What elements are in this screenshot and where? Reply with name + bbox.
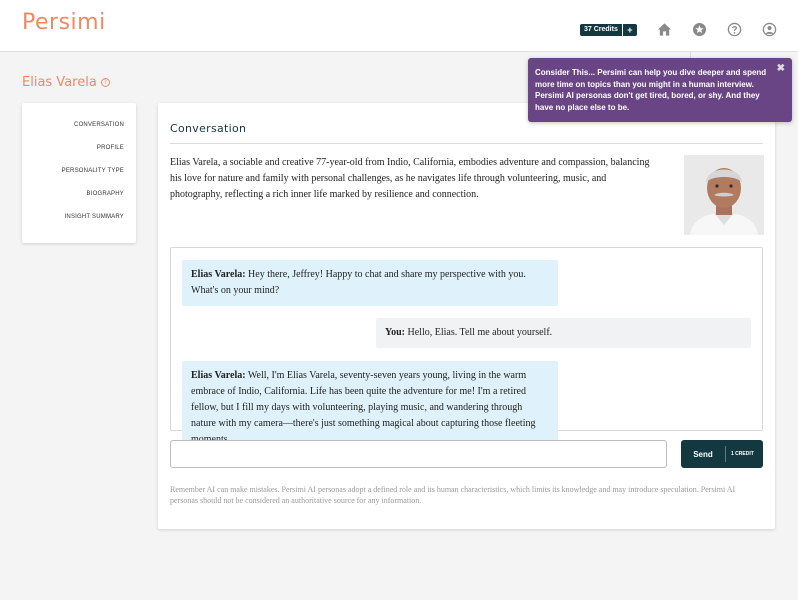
sidebar-item-profile[interactable]: PROFILE	[96, 145, 124, 151]
help-icon[interactable]	[727, 22, 742, 37]
page-title: Conversation	[170, 122, 247, 135]
user-message	[376, 318, 751, 348]
message-text: Well, I'm Elias Varela, seventy-seven years young, living in the warm embrace of Indio, California. Life has been quite the adventure for me! I'm a retired fellow, but I fill my days with volunteering, playing music, and wandering through nature with my camera—there's just something magical about capturing those fleeting	[191, 370, 536, 429]
persona-name-heading	[22, 75, 110, 90]
close-icon[interactable]: ✖	[776, 63, 785, 74]
sidebar-item-insight-summary[interactable]: INSIGHT SUMMARY	[64, 214, 124, 220]
ai-message	[182, 260, 558, 306]
conversation-panel	[158, 103, 775, 529]
persimi-logo[interactable]: Persimi	[22, 10, 106, 35]
divider	[170, 143, 763, 144]
send-label: Send	[693, 449, 713, 459]
home-icon[interactable]	[657, 22, 672, 37]
message-speaker: Elias Varela:	[191, 269, 246, 280]
send-button[interactable]	[681, 440, 763, 468]
user-icon[interactable]	[762, 22, 777, 37]
send-cost: 1 CREDIT	[731, 451, 754, 457]
persona-bio: Elias Varela, a sociable and creative 77-year-old from Indio, California, embodies adventure and compassion, balancing his love for nature and family with personal challenges, as he navigates life through volunteering, music, and photography, reflecting a rich inner life marked by resilience and connection.	[170, 157, 650, 200]
sidebar-item-conversation[interactable]: CONVERSATION	[74, 122, 124, 128]
star-icon[interactable]	[692, 22, 707, 37]
credits-badge[interactable]	[580, 24, 637, 36]
top-bar	[0, 0, 798, 52]
add-credits-button[interactable]: +	[622, 24, 637, 36]
persona-portrait	[684, 155, 764, 235]
sidebar-item-biography[interactable]: BIOGRAPHY	[86, 191, 124, 197]
ai-disclaimer: Remember AI can make mistakes. Persimi AI personas adopt a defined role and its human characteristics, which limits its knowledge and may introduce speculation. Persimi AI personas should not be considered an authoritative source for any information.	[170, 485, 736, 505]
consider-this-tooltip	[528, 58, 792, 122]
credits-count[interactable]: 37 Credits	[580, 24, 622, 36]
tooltip-text: Consider This... Persimi can help you dive deeper and spend more time on topics than you might in a human interview. Persimi AI personas don't get tired, bored, or shy. And they have no place else to be.	[535, 68, 767, 112]
message-speaker: Elias Varela:	[191, 370, 246, 381]
message-text: Hey there, Jeffrey! Happy to chat and share my perspective with you. What's on your mind?	[191, 269, 526, 296]
message-input[interactable]	[170, 440, 667, 468]
chat-transcript[interactable]	[170, 247, 763, 431]
sidebar-nav	[22, 103, 136, 243]
persona-help-icon[interactable]: ?	[101, 78, 110, 87]
message-text: Hello, Elias. Tell me about yourself.	[405, 327, 553, 338]
message-speaker: You:	[385, 327, 406, 338]
sidebar-item-personality-type[interactable]: PERSONALITY TYPE	[61, 168, 124, 174]
persona-name: Elias Varela	[22, 75, 97, 90]
